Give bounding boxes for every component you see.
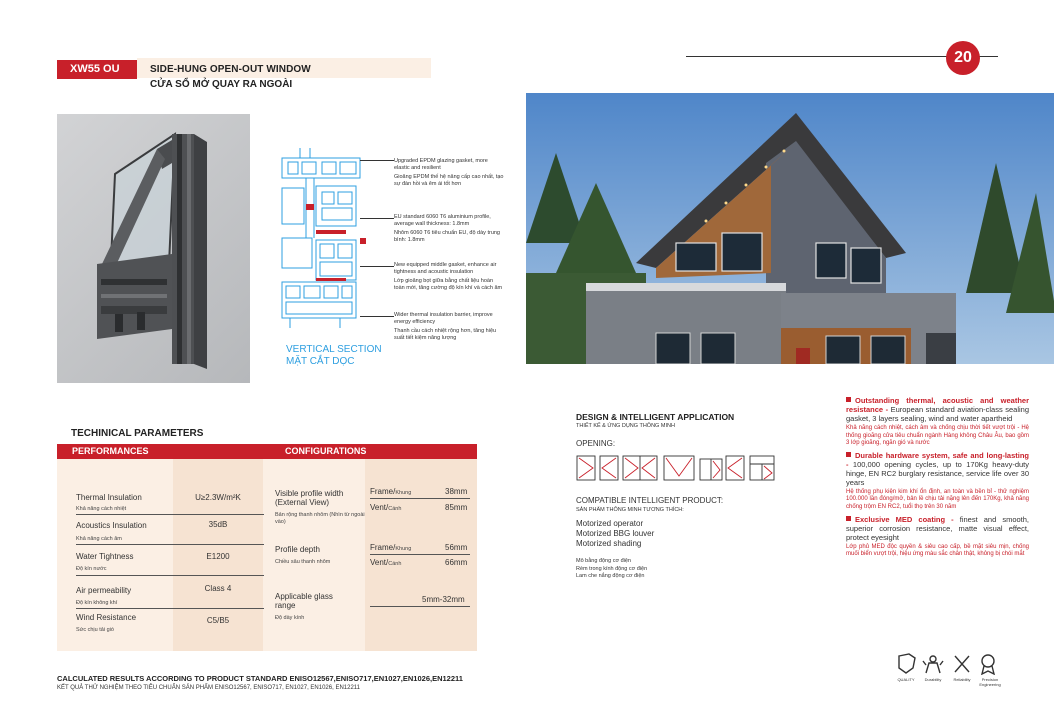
features-list (846, 396, 1029, 562)
leader-line (360, 160, 394, 161)
product-code-badge: XW55 OU (57, 60, 137, 79)
feature-title: Exclusive MED coating - (855, 514, 960, 524)
note-vi: Lớp gioăng bọt giữa bằng chất liệu hoàn toàn mới, tăng cường độ kín khí và cách âm (394, 278, 503, 291)
product-item-vi: Rèm trong kính động cơ điện (576, 565, 648, 572)
feature-icons (895, 653, 1005, 687)
bullet-icon (846, 452, 851, 457)
section-note (394, 312, 504, 342)
compatible-products (576, 519, 654, 549)
row-divider (76, 514, 264, 515)
row-divider (370, 498, 470, 499)
feature-title: Outstanding thermal, acoustic and weather resistance - (846, 396, 1029, 414)
page-number: 20 (946, 41, 980, 75)
standards-footnote: CALCULATED RESULTS ACCORDING TO PRODUCT STANDARD ENISO12567,ENISO717,EN1027,EN1026,EN12211 (57, 674, 463, 683)
config-name-vi: Độ dày kính (275, 615, 305, 621)
technical-parameters-title: TECHINICAL PARAMETERS (71, 428, 204, 439)
note-vi: Nhôm 6060 T6 tiêu chuẩn EU, độ dày trung bình: 1.8mm (394, 230, 500, 243)
config-label: Vent/Cánh (370, 558, 402, 567)
row-divider (76, 575, 264, 576)
bullet-icon (846, 397, 851, 402)
perf-name: Water Tightness (76, 552, 134, 561)
config-name-vi: Bản rộng thanh nhôm (Nhìn từ ngoài vào) (275, 512, 365, 525)
perf-name-vi: Khả năng cách nhiệt (76, 506, 127, 512)
feature-text: European standard aviation-class sealing gasket, 3 layers sealing, wind and water apartheid (846, 405, 1029, 423)
section-note (394, 214, 504, 244)
opening-label: OPENING: (576, 439, 616, 448)
row-divider (370, 606, 470, 607)
product-item: Motorized shading (576, 539, 642, 548)
feature-item (846, 515, 1029, 559)
note-en: EU standard 6060 T6 aluminium profile, average wall thickness: 1.8mm (394, 214, 491, 227)
feature-title: Durable hardware system, safe and long-lasting - (846, 450, 1029, 469)
feature-icon-label: Reliability (953, 677, 971, 682)
performances-header: PERFORMANCES (72, 446, 149, 456)
perf-value: 35dB (208, 520, 228, 529)
note-en: New equipped middle gasket, enhance air tightness and acoustic insulation (394, 262, 497, 275)
config-label: Vent/Cánh (370, 503, 402, 512)
config-value: 56mm (445, 543, 468, 552)
perf-name: Acoustics Insulation (76, 521, 147, 530)
perf-value: C5/B5 (206, 616, 230, 625)
config-label: Frame/Khung (370, 487, 412, 496)
section-note (394, 158, 504, 188)
compatible-products-vi (576, 558, 647, 581)
perf-name: Thermal Insulation (76, 493, 142, 502)
product-item-vi: Lam che nắng động cơ điện (576, 573, 645, 579)
note-vi: Thanh cầu cách nhiệt rộng hơn, tăng hiệu suất tiết kiệm năng lượng (394, 328, 497, 341)
row-divider (370, 554, 470, 555)
config-value: 66mm (445, 558, 468, 567)
feature-icon-label: QUALITY (897, 677, 915, 682)
row-divider (76, 608, 264, 609)
house-photo (526, 93, 1054, 364)
standards-footnote-vi: KẾT QUẢ THỬ NGHIỆM THEO TIÊU CHUẨN SẢN PHẨM ENISO12567, ENISO717, EN1027, EN1026, EN12211 (57, 685, 361, 691)
bullet-icon (846, 516, 851, 521)
perf-value: U≥2.3W/m²K (195, 493, 241, 502)
product-title-en: SIDE-HUNG OPEN-OUT WINDOW (150, 64, 311, 75)
vertical-section-drawing (280, 148, 380, 330)
precision-icon (982, 655, 994, 667)
note-en: Upgraded EPDM glazing gasket, more elastic and resilient (394, 158, 488, 171)
config-label: Frame/Khung (370, 543, 412, 552)
durability-icon (930, 656, 936, 662)
opening-types (576, 455, 776, 488)
config-value: 38mm (445, 487, 468, 496)
config-value: 85mm (445, 503, 468, 512)
section-caption-en: VERTICAL SECTION (286, 344, 382, 355)
feature-text-vi: Hệ thống phụ kiện kim khí ổn định, an toàn và bền bỉ - thử nghiệm 100.000 lần đóng/mở, bản lề chịu tải nặng lên đến 170Kg, khả năng chống trộm EN RC2, tuổi thọ trên 30 năm (846, 488, 1029, 510)
product-item: Motorized operator (576, 519, 644, 528)
feature-icon-label: Durability (924, 677, 942, 682)
design-subtitle: THIẾT KẾ & ỨNG DỤNG THÔNG MINH (576, 423, 675, 429)
config-name-vi: Chiều sâu thanh nhôm (275, 559, 331, 565)
section-caption-vi: MẶT CẮT DỌC (286, 356, 355, 367)
perf-name-vi: Sức chịu tải gió (76, 627, 114, 633)
profile-photo (57, 114, 250, 383)
perf-name-vi: Khả năng cách âm (76, 536, 122, 542)
product-title-vi: CỬA SỔ MỞ QUAY RA NGOÀI (150, 79, 293, 90)
leader-line (360, 218, 394, 219)
leader-line (360, 316, 394, 317)
section-note (394, 262, 504, 292)
perf-name: Wind Resistance (76, 613, 137, 622)
row-divider (76, 544, 264, 545)
perf-name-vi: Độ kín không khí (76, 600, 118, 606)
feature-text-vi: Lớp phủ MED độc quyền & siêu cao cấp, bề mặt siêu mịn, chống muối biển vượt trội, hiệu ứng màu sắc chân thật, không bị chói mắt (846, 543, 1029, 558)
section-caption (286, 344, 382, 368)
note-en: Wider thermal insulation barrier, improve energy efficiency (394, 312, 493, 325)
quality-icon (899, 654, 915, 673)
perf-value: E1200 (206, 552, 230, 561)
product-item-vi: Mô bằng động cơ điện (576, 558, 631, 564)
compatible-label: COMPATIBLE INTELLIGENT PRODUCT: (576, 496, 724, 505)
feature-text: 100,000 opening cycles, up to 170Kg heavy-duty hinge, EN RC2 burglary resistance, service life over 30 years (846, 459, 1029, 487)
config-name: Applicable glass range (275, 592, 333, 610)
product-item: Motorized BBG louver (576, 529, 655, 538)
perf-name: Air permeability (76, 586, 132, 595)
leader-line (360, 266, 394, 267)
config-name: Profile depth (275, 545, 320, 554)
perf-value: Class 4 (204, 584, 232, 593)
feature-text: finest and smooth, superior corrosion resistance, matte visual effect, protect eyesight (846, 514, 1029, 542)
compatible-label-vi: SẢN PHẨM THÔNG MINH TƯƠNG THÍCH: (576, 507, 684, 513)
perf-name-vi: Độ kín nước (76, 566, 107, 572)
feature-item (846, 451, 1029, 512)
configurations-header: CONFIGURATIONS (285, 446, 367, 456)
feature-item (846, 396, 1029, 448)
feature-icon-label: Precision Engineering (979, 677, 1001, 687)
feature-text-vi: Khả năng cách nhiệt, cách âm và chống chịu thời tiết vượt trội - Hệ thống gioăng cửa tiêu chuẩn ngành Hàng không Châu Âu, bao gồm 3 lớp gioăng, ngăn gió và nước (846, 425, 1029, 447)
config-name: Visible profile width (External View) (275, 489, 344, 507)
config-value: 5mm-32mm (422, 595, 465, 604)
reliability-icon (955, 656, 969, 672)
note-vi: Gioăng EPDM thế hệ nâng cấp cao nhất, tạo sự đàn hồi và êm ái tốt hơn (394, 174, 504, 187)
design-title: DESIGN & INTELLIGENT APPLICATION (576, 412, 735, 422)
